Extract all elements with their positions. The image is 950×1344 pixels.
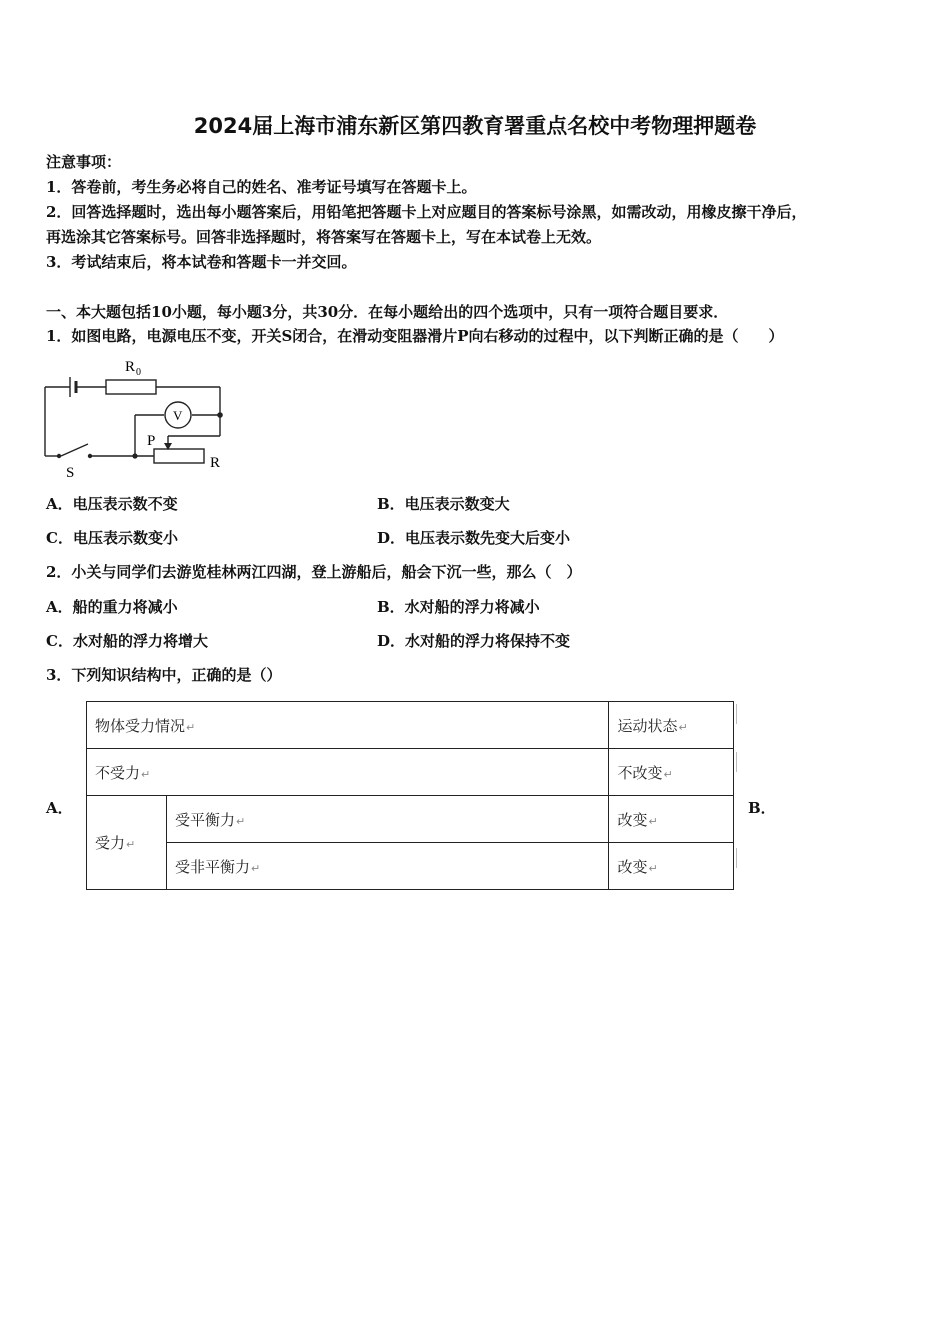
table-group-cell: 受力↵ — [87, 796, 167, 890]
slider-p-label: P — [147, 433, 156, 449]
paragraph-mark: ↵ — [236, 814, 246, 828]
r0-label: R — [125, 359, 136, 375]
q1-option-b: B．电压表示数变大 — [377, 495, 510, 513]
notice-item-2-line-1: 2．回答选择题时，选出每小题答案后，用铅笔把答题卡上对应题目的答案标号涂黑，如需改动，用橡皮擦干净后， — [46, 203, 807, 221]
q3-option-a-label: A． — [46, 799, 73, 817]
paragraph-mark: ↵ — [126, 838, 136, 851]
table-row — [87, 796, 734, 843]
r0-subscript: 0 — [136, 367, 141, 378]
paragraph-mark: ↵ — [663, 767, 673, 781]
table-cell: 改变↵ — [609, 796, 734, 843]
table-row — [87, 702, 734, 749]
knowledge-structure-table — [86, 701, 734, 890]
table-cell: 不受力↵ — [87, 749, 609, 796]
q3-option-b-label: B． — [748, 799, 776, 817]
q2-option-a: A．船的重力将减小 — [46, 598, 178, 616]
table-edge-mark — [736, 752, 737, 772]
question-2-stem: 2．小关与同学们去游览桂林两江四湖，登上游船后，船会下沉一些，那么（ ） — [46, 563, 582, 581]
table-header-cell: 运动状态↵ — [609, 702, 734, 749]
voltmeter-label: V — [173, 408, 183, 423]
q2-option-c: C．水对船的浮力将增大 — [46, 632, 208, 650]
switch-s-label: S — [66, 465, 75, 481]
q1-option-a: A．电压表示数不变 — [46, 495, 178, 513]
paragraph-mark: ↵ — [648, 814, 658, 828]
circuit-diagram — [40, 352, 240, 482]
table-edge-mark — [736, 848, 737, 868]
paragraph-mark: ↵ — [251, 861, 261, 875]
table-row — [87, 749, 734, 796]
table-row — [87, 843, 734, 890]
notice-item-3: 3．考试结束后，将本试卷和答题卡一并交回。 — [46, 253, 357, 271]
table-edge-mark — [736, 704, 737, 724]
paragraph-mark: ↵ — [678, 720, 688, 734]
page-title: 2024届上海市浦东新区第四教育署重点名校中考物理押题卷 — [193, 114, 757, 138]
q1-option-c: C．电压表示数变小 — [46, 529, 178, 547]
notice-heading: 注意事项： — [46, 153, 122, 171]
table-cell: 受平衡力↵ — [167, 796, 609, 843]
paragraph-mark: ↵ — [186, 720, 196, 734]
q1-option-d: D．电压表示数先变大后变小 — [377, 529, 571, 547]
notice-item-1: 1．答卷前，考生务必将自己的姓名、准考证号填写在答题卡上。 — [46, 178, 477, 196]
table-cell: 改变↵ — [609, 843, 734, 890]
section-1-instructions: 一、本大题包括10小题，每小题3分，共30分．在每小题给出的四个选项中，只有一项符合题目要求． — [46, 303, 729, 321]
question-1-stem: 1．如图电路，电源电压不变，开关S闭合，在滑动变阻器滑片P向右移动的过程中，以下判断正确的是（ ） — [46, 327, 784, 345]
table-cell: 不改变↵ — [609, 749, 734, 796]
table-cell: 受非平衡力↵ — [167, 843, 609, 890]
rheostat-r-label: R — [210, 455, 221, 471]
q2-option-d: D．水对船的浮力将保持不变 — [377, 632, 571, 650]
paragraph-mark: ↵ — [141, 767, 151, 781]
paragraph-mark: ↵ — [648, 861, 658, 875]
q2-option-b: B．水对船的浮力将减小 — [377, 598, 540, 616]
notice-item-2-line-2: 再选涂其它答案标号。回答非选择题时，将答案写在答题卡上，写在本试卷上无效。 — [46, 228, 602, 246]
question-3-stem: 3．下列知识结构中，正确的是（） — [46, 666, 282, 684]
table-header-cell: 物体受力情况↵ — [87, 702, 609, 749]
